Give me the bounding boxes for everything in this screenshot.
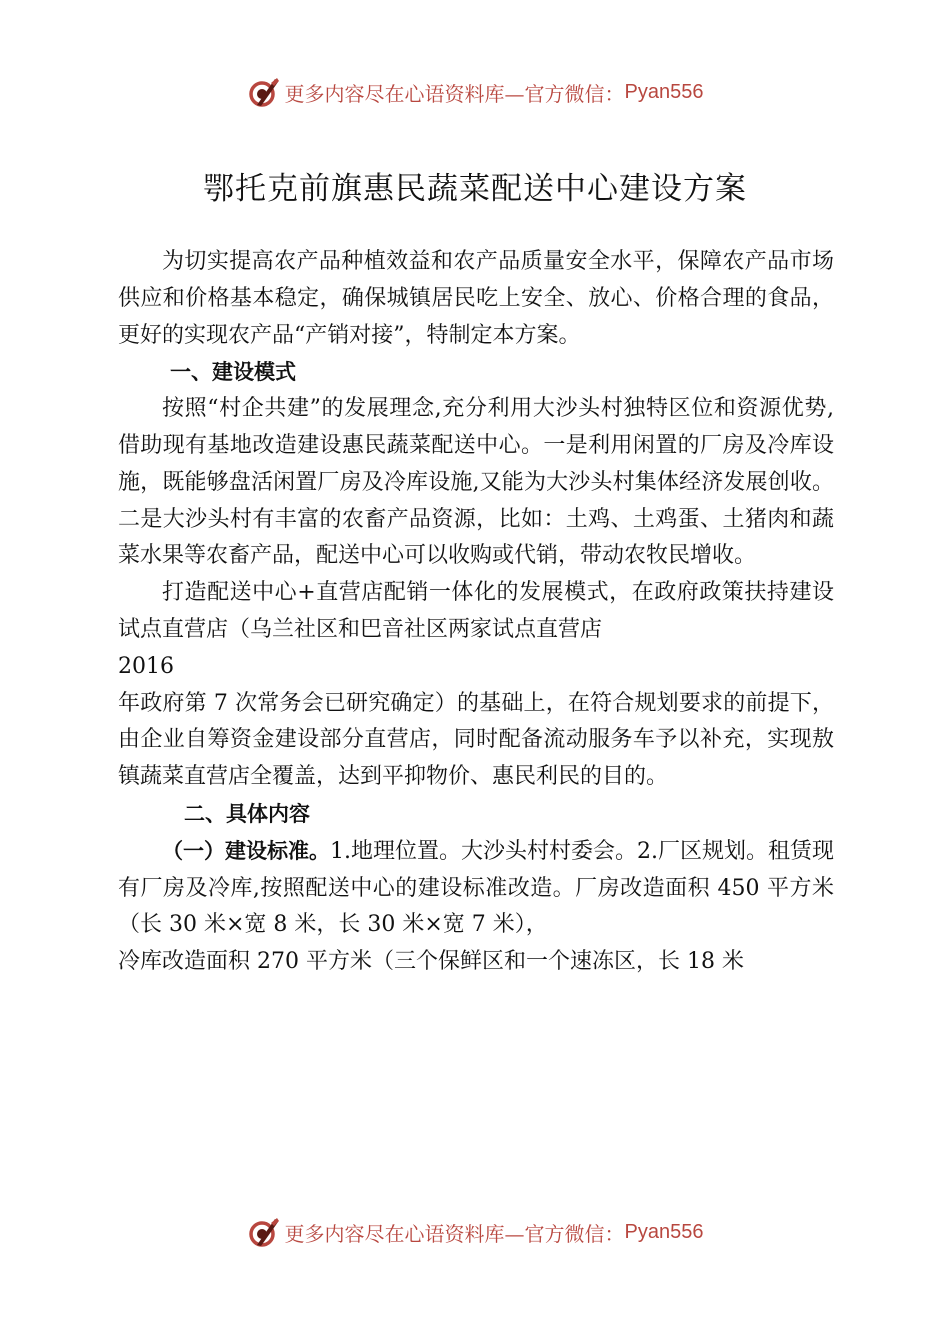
page-title: 鄂托克前旗惠民蔬菜配送中心建设方案 xyxy=(203,171,747,207)
quill-logo-icon xyxy=(247,75,281,109)
section2-paragraph-1-text: 1.地理位置。大沙头村村委会。2.厂区规划。租赁现有厂房及冷库,按照配送中心的建设标准改造。厂房改造面积 450 平方米（长 30 米×宽 8 米，长 30 米×宽 7 米）， xyxy=(118,838,835,938)
subsection-heading: （一）建设标准。 xyxy=(162,838,331,863)
banner-wechat-id: Pyan556 xyxy=(624,1220,704,1243)
footer-banner xyxy=(0,1212,950,1252)
section1-paragraph-2a: 打造配送中心+直营店配销一体化的发展模式，在政府政策扶持建设试点直营店（乌兰社区和巴音社区两家试点直营店 xyxy=(118,580,834,642)
banner-text: 更多内容尽在心语资料库—官方微信： xyxy=(284,81,625,106)
intro-paragraph: 为切实提高农产品种植效益和农产品质量安全水平，保障农产品市场供应和价格基本稳定，确保城镇居民吃上安全、放心、价格合理的食品，更好的实现农产品“产销对接”，特制定本方案。 xyxy=(118,249,834,348)
banner-wechat-id: Pyan556 xyxy=(624,80,704,103)
section2-paragraph-2: 冷库改造面积 270 平方米（三个保鲜区和一个速冻区，长 18 米 xyxy=(118,949,744,975)
section1-heading: 一、建设模式 xyxy=(170,360,296,385)
section1-paragraph-2c: 年政府第 7 次常务会已研究确定）的基础上，在符合规划要求的前提下，由企业自筹资金建设部分直营店，同时配备流动服务车予以补充，实现敖镇蔬菜直营店全覆盖，达到平抑物价、惠民利民的目的。 xyxy=(118,690,834,790)
document-body xyxy=(118,244,834,981)
banner-text: 更多内容尽在心语资料库—官方微信： xyxy=(284,1221,625,1246)
quill-logo-icon xyxy=(247,1215,281,1249)
section2-heading: 二、具体内容 xyxy=(184,801,310,826)
section1-paragraph-1: 按照“村企共建”的发展理念,充分利用大沙头村独特区位和资源优势,借助现有基地改造建设惠民蔬菜配送中心。一是利用闲置的厂房及冷库设施，既能够盘活闲置厂房及冷库设施,又能为大沙头村集体经济发展创收。二是大沙头村有丰富的农畜产品资源，比如：土鸡、土鸡蛋、土猪肉和蔬菜水果等农畜产品，配送中心可以收购或代销，带动农牧民增收。 xyxy=(118,396,834,569)
header-banner xyxy=(0,72,950,112)
section1-paragraph-2b: 2016 xyxy=(118,653,174,679)
section2-paragraph-1 xyxy=(118,833,834,944)
